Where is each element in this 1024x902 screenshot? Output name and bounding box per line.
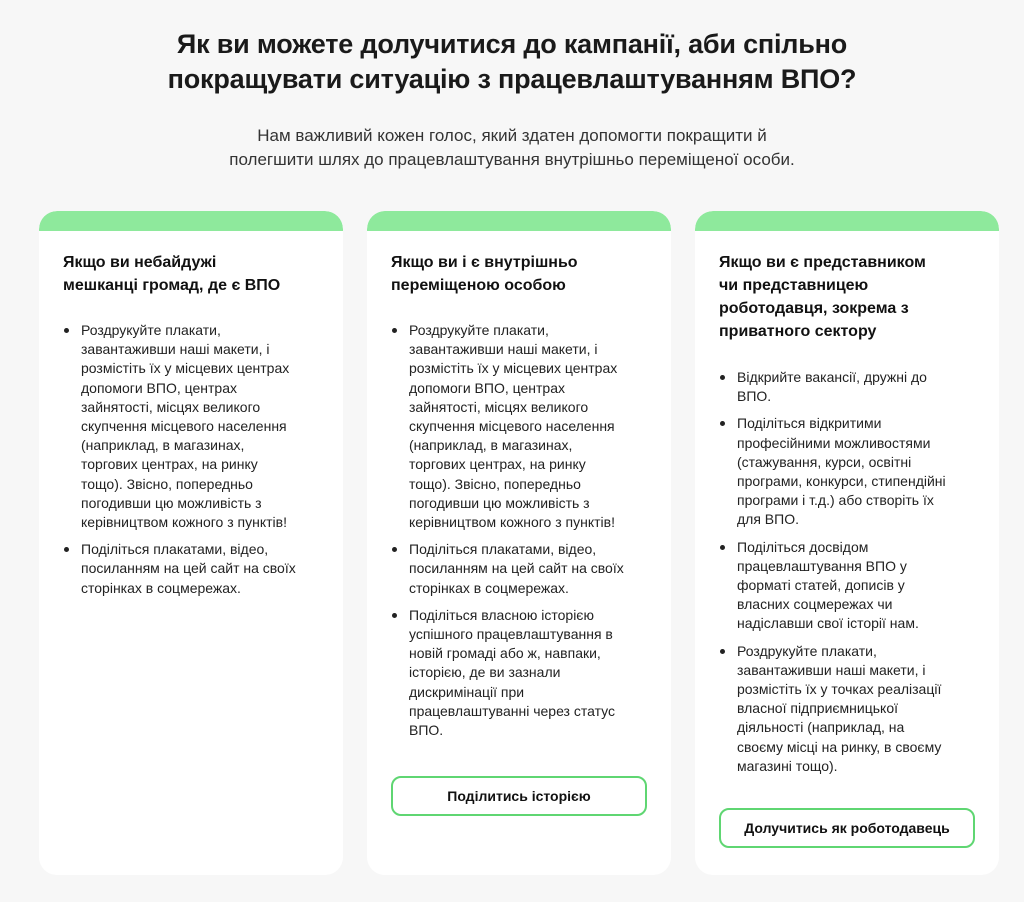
list-item-line: допомоги ВПО, центрах: [409, 379, 565, 396]
card-title-line: Якщо ви є представником: [719, 254, 926, 271]
list-item-line: погодивши цю можливість з: [409, 494, 590, 511]
page-subtitle-line: полегшити шлях до працевлаштування внутрішньо переміщеної особи.: [229, 150, 795, 169]
list-item-line: сторінках в соцмережах.: [409, 579, 569, 596]
list-item-line: зайнятості, місцях великого: [81, 398, 261, 415]
list-item-line: завантаживши наші макети, і: [409, 341, 598, 358]
list-item: [63, 321, 319, 532]
card-employers: [695, 211, 999, 875]
list-item-line: ВПО.: [409, 722, 444, 739]
list-item: [719, 538, 975, 634]
card-title-line: переміщеною особою: [391, 277, 566, 294]
list-item: [391, 606, 647, 740]
page-title: [0, 27, 1024, 97]
share-story-button[interactable]: Поділитись історією: [391, 776, 647, 816]
list-item-line: Відкрийте вакансії, дружні до: [737, 369, 927, 385]
card-title-line: приватного сектору: [719, 323, 877, 340]
card-title-line: Якщо ви і є внутрішньо: [391, 254, 578, 271]
list-item-line: (наприклад, в магазинах,: [81, 437, 245, 454]
list-item-line: завантаживши наші макети, і: [737, 661, 926, 678]
card-list: [719, 368, 975, 784]
list-item-line: Поділіться плакатами, відео,: [81, 541, 269, 558]
list-item-line: Поділіться власною історією: [409, 606, 594, 623]
list-item-line: зайнятості, місцях великого: [409, 398, 589, 415]
list-item: [391, 540, 647, 598]
join-as-employer-button[interactable]: Долучитись як роботодавець: [719, 808, 975, 848]
list-item-line: форматі статей, дописів у: [737, 577, 905, 594]
list-item-line: (стажування, курси, освітні: [737, 453, 912, 470]
list-item: [719, 414, 975, 529]
list-item-line: Поділіться відкритими: [737, 415, 882, 432]
page-title-line: Як ви можете долучитися до кампанії, аби спільно: [176, 29, 848, 59]
list-item-line: ВПО.: [737, 388, 772, 405]
list-item: [391, 321, 647, 532]
list-item-line: розмістіть їх у місцевих центрах: [409, 360, 618, 377]
page-subtitle-line: Нам важливий кожен голос, який здатен допомогти покращити й: [257, 126, 767, 145]
list-item-line: торгових центрах, на ринку: [409, 456, 586, 473]
list-item-line: професійними можливостями: [737, 434, 931, 451]
list-item-line: розмістіть їх у точках реалізації: [737, 681, 942, 698]
list-item-line: Роздрукуйте плакати,: [737, 642, 877, 659]
page-subtitle: [0, 124, 1024, 172]
card-residents: [39, 211, 343, 875]
list-item-line: завантаживши наші макети, і: [81, 341, 270, 358]
list-item-line: тощо). Звісно, попередньо: [81, 475, 253, 492]
card-title: [391, 251, 641, 297]
card-title: [719, 251, 969, 343]
list-item-line: керівництвом кожного з пунктів!: [409, 514, 615, 531]
list-item-line: тощо). Звісно, попередньо: [409, 475, 581, 492]
list-item-line: Роздрукуйте плакати,: [81, 322, 221, 338]
list-item-line: магазині тощо).: [737, 757, 838, 774]
list-item-line: Роздрукуйте плакати,: [409, 322, 549, 338]
page-title-line: покращувати ситуацію з працевлаштуванням ВПО?: [167, 64, 857, 94]
list-item-line: погодивши цю можливість з: [81, 494, 262, 511]
list-item: [719, 642, 975, 776]
card-title-line: Якщо ви небайдужі: [63, 254, 217, 271]
card-list: [391, 321, 647, 748]
list-item-line: розмістіть їх у місцевих центрах: [81, 360, 290, 377]
list-item-line: Поділіться досвідом: [737, 538, 869, 555]
list-item-line: працевлаштування ВПО у: [737, 557, 907, 574]
card-list: [63, 321, 319, 606]
list-item-line: скупчення місцевого населення: [409, 418, 615, 435]
list-item-line: скупчення місцевого населення: [81, 418, 287, 435]
list-item-line: успішного працевлаштування в: [409, 626, 613, 643]
list-item-line: надіславши свої історії нам.: [737, 615, 919, 632]
list-item-line: (наприклад, в магазинах,: [409, 437, 573, 454]
list-item: [63, 540, 319, 598]
list-item-line: своєму місці на ринку, в своєму: [737, 738, 942, 755]
card-title: [63, 251, 313, 297]
list-item-line: програми і т.д.) або створіть їх: [737, 492, 934, 509]
list-item-line: Поділіться плакатами, відео,: [409, 541, 597, 558]
card-title-line: роботодавця, зокрема з: [719, 300, 909, 317]
list-item-line: сторінках в соцмережах.: [81, 579, 241, 596]
list-item-line: допомоги ВПО, центрах: [81, 379, 237, 396]
list-item-line: керівництвом кожного з пунктів!: [81, 514, 287, 531]
list-item-line: програми, конкурси, стипендійні: [737, 473, 946, 490]
list-item-line: діяльності (наприклад, на: [737, 719, 905, 736]
list-item: [719, 368, 975, 406]
list-item-line: торгових центрах, на ринку: [81, 456, 258, 473]
list-item-line: власних соцмережах чи: [737, 596, 893, 613]
list-item-line: працевлаштуванні через статус: [409, 702, 616, 719]
list-item-line: дискримінації при: [409, 683, 525, 700]
list-item-line: посиланням на цей сайт на своїх: [409, 560, 624, 577]
card-idp: [367, 211, 671, 875]
list-item-line: посиланням на цей сайт на своїх: [81, 560, 296, 577]
list-item-line: новій громаді або ж, навпаки,: [409, 645, 601, 662]
list-item-line: власної підприємницької: [737, 700, 899, 717]
card-title-line: чи представницею: [719, 277, 869, 294]
card-title-line: мешканці громад, де є ВПО: [63, 277, 281, 294]
list-item-line: історією, де ви зазнали: [409, 664, 561, 681]
list-item-line: для ВПО.: [737, 511, 799, 528]
